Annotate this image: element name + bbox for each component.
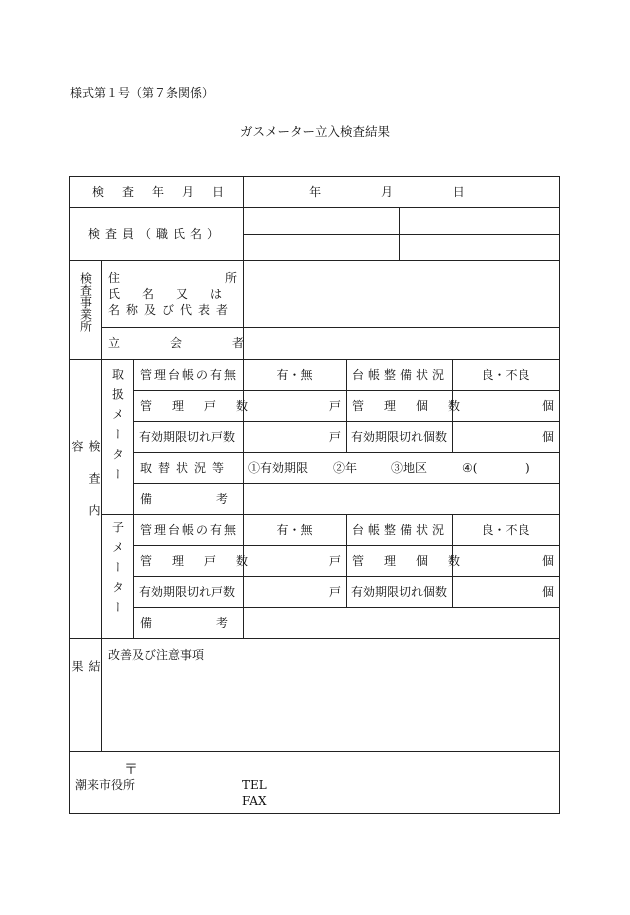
child-managed-count-label: 管理個数 xyxy=(352,553,481,568)
office-name: 潮来市役所 xyxy=(75,778,136,792)
expired-households-label: 有効期限切れ戸数 xyxy=(139,429,236,444)
name-representative-label: 名称及び代表者 xyxy=(108,303,235,317)
form-number: 様式第１号（第７条関係） xyxy=(70,86,215,100)
tel-label: TEL xyxy=(242,778,267,792)
fax-label: FAX xyxy=(242,794,267,808)
handling-remarks-label: 備考 xyxy=(140,491,293,506)
name-label: 氏名又は xyxy=(108,287,245,301)
managed-households-label: 管理戸数 xyxy=(140,398,269,413)
handling-meter-label: 取扱メーター xyxy=(110,368,125,488)
inspection-content-label: 検査内容 xyxy=(70,440,101,536)
expired-count-label: 有効期限切れ個数 xyxy=(351,429,448,444)
child-ledger-exists-choice[interactable]: 有・無 xyxy=(276,522,313,537)
business-name-field[interactable] xyxy=(243,260,559,327)
child-ledger-status-label: 台帳整備状況 xyxy=(352,522,449,537)
ledger-exists-choice[interactable]: 有・無 xyxy=(276,367,313,382)
inspector-name-field-2[interactable] xyxy=(399,207,559,234)
business-label: 検査事業所 xyxy=(78,272,93,332)
witness-field[interactable] xyxy=(243,327,559,359)
inspector-name-field-3[interactable] xyxy=(243,234,399,260)
managed-count-field[interactable]: 個 xyxy=(541,398,554,413)
child-managed-count-field[interactable]: 個 xyxy=(541,553,554,568)
child-expired-count-field[interactable]: 個 xyxy=(541,584,554,599)
inspection-date-label: 検査年月日 xyxy=(92,184,243,199)
document-title: ガスメーター立入検査結果 xyxy=(239,124,390,139)
result-label: 結果 xyxy=(70,660,101,712)
inspector-label: 検査員（職氏名） xyxy=(87,226,224,241)
child-meter-label: 子メーター xyxy=(110,521,125,621)
child-remarks-label: 備考 xyxy=(140,615,293,630)
expired-count-field[interactable]: 個 xyxy=(541,429,554,444)
address-label: 住所 xyxy=(108,271,343,285)
child-managed-households-field[interactable]: 戸 xyxy=(328,553,341,568)
expired-households-field[interactable]: 戸 xyxy=(328,429,341,444)
inspector-name-field-1[interactable] xyxy=(243,207,399,234)
ledger-exists-label: 管理台帳の有無 xyxy=(140,367,239,382)
handling-remarks-field[interactable] xyxy=(243,483,559,514)
ledger-status-choice[interactable]: 良・不良 xyxy=(481,367,530,382)
child-ledger-exists-label: 管理台帳の有無 xyxy=(140,522,239,537)
child-remarks-field[interactable] xyxy=(243,607,559,638)
witness-label: 立会者 xyxy=(108,336,295,350)
inspector-name-field-4[interactable] xyxy=(399,234,559,260)
postal-mark: 〒 xyxy=(124,762,138,778)
child-managed-households-label: 管理戸数 xyxy=(140,553,269,568)
managed-count-label: 管理個数 xyxy=(352,398,481,413)
child-ledger-status-choice[interactable]: 良・不良 xyxy=(481,522,530,537)
child-expired-households-label: 有効期限切れ戸数 xyxy=(139,584,236,599)
managed-households-field[interactable]: 戸 xyxy=(328,398,341,413)
ledger-status-label: 台帳整備状況 xyxy=(352,367,449,382)
replacement-options[interactable]: ①有効期限 ②年 ③地区 ④( ) xyxy=(248,460,530,475)
child-expired-count-label: 有効期限切れ個数 xyxy=(351,584,448,599)
replacement-status-label: 取替状況等 xyxy=(140,460,231,475)
improvement-field[interactable] xyxy=(101,662,559,751)
improvement-label: 改善及び注意事項 xyxy=(108,648,205,662)
inspection-date-value[interactable]: 年 月 日 xyxy=(309,184,493,199)
child-expired-households-field[interactable]: 戸 xyxy=(328,584,341,599)
